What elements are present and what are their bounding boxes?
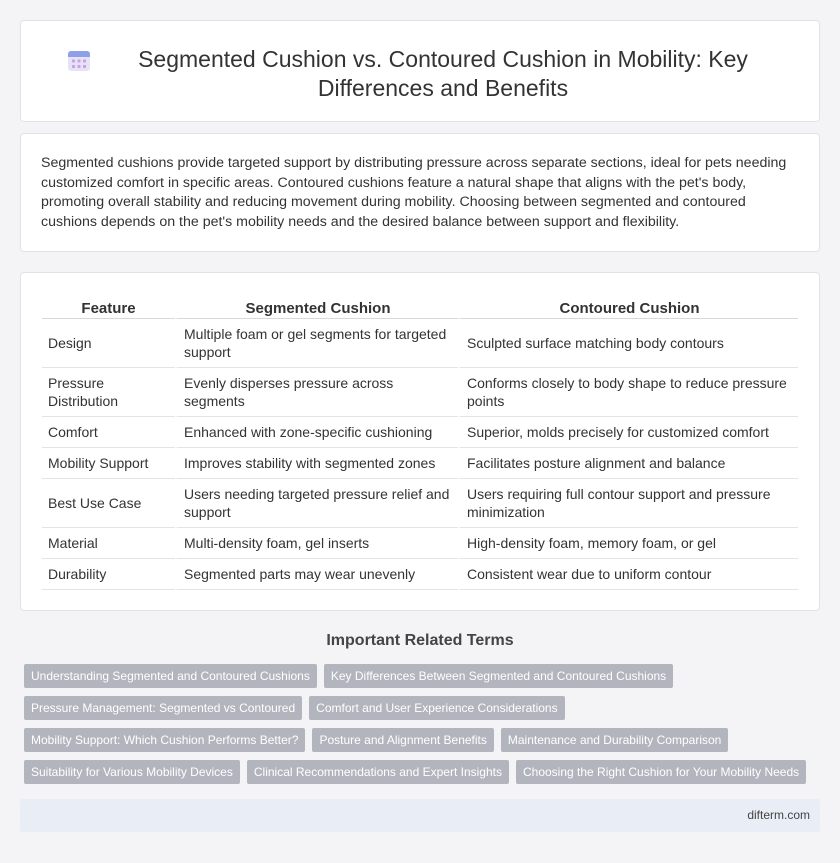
related-term-tag[interactable]: Maintenance and Durability Comparison <box>501 728 728 752</box>
column-header: Segmented Cushion <box>175 297 458 319</box>
comparison-table <box>42 297 798 590</box>
tag-row <box>24 760 824 784</box>
related-term-tag[interactable]: Comfort and User Experience Considerations <box>309 696 564 720</box>
table-cell: Durability <box>42 559 175 590</box>
table-cell: Superior, molds precisely for customized comfort <box>458 417 798 448</box>
table-cell: Comfort <box>42 417 175 448</box>
table-cell: Multi-density foam, gel inserts <box>175 528 458 559</box>
table-cell: Multiple foam or gel segments for targeted support <box>175 319 458 368</box>
related-term-tag[interactable]: Choosing the Right Cushion for Your Mobility Needs <box>516 760 806 784</box>
related-term-tag[interactable]: Mobility Support: Which Cushion Performs Better? <box>24 728 305 752</box>
table-row <box>42 448 798 479</box>
table-cell: Best Use Case <box>42 479 175 528</box>
related-terms-list <box>24 664 824 792</box>
footer <box>20 799 820 832</box>
table-row <box>42 528 798 559</box>
intro-paragraph: Segmented cushions provide targeted support by distributing pressure across separate sections, ideal for pets needing customized comfort in specific areas. Contoured cushions feature a natural shape that aligns with the pet's body, promoting overall stability and reducing movement during mobility. Choosing between segmented and contoured cushions depends on the pet's mobility needs and the desired balance between support and flexibility. <box>41 155 787 230</box>
tag-row <box>24 664 824 688</box>
header-card <box>20 20 820 122</box>
table-cell: Conforms closely to body shape to reduce pressure points <box>458 368 798 417</box>
table-cell: Design <box>42 319 175 368</box>
table-cell: Segmented parts may wear unevenly <box>175 559 458 590</box>
table-cell: Material <box>42 528 175 559</box>
table-cell: Evenly disperses pressure across segments <box>175 368 458 417</box>
related-term-tag[interactable]: Suitability for Various Mobility Devices <box>24 760 240 784</box>
table-header-row <box>42 297 798 319</box>
table-cell: Pressure Distribution <box>42 368 175 417</box>
table-row <box>42 417 798 448</box>
intro-card <box>20 133 820 252</box>
table-row <box>42 479 798 528</box>
table-cell: High-density foam, memory foam, or gel <box>458 528 798 559</box>
table-cell: Users needing targeted pressure relief and support <box>175 479 458 528</box>
related-term-tag[interactable]: Clinical Recommendations and Expert Insights <box>247 760 509 784</box>
table-row <box>42 559 798 590</box>
column-header: Contoured Cushion <box>458 297 798 319</box>
table-cell: Users requiring full contour support and pressure minimization <box>458 479 798 528</box>
page-title: Segmented Cushion vs. Contoured Cushion in Mobility: Key Differences and Benefits <box>138 46 748 101</box>
table-cell: Improves stability with segmented zones <box>175 448 458 479</box>
table-cell: Sculpted surface matching body contours <box>458 319 798 368</box>
related-term-tag[interactable]: Posture and Alignment Benefits <box>312 728 493 752</box>
column-header: Feature <box>42 297 175 319</box>
related-terms-title: Important Related Terms <box>326 632 514 649</box>
table-cell: Mobility Support <box>42 448 175 479</box>
tag-row <box>24 728 824 752</box>
tag-row <box>24 696 824 720</box>
related-term-tag[interactable]: Pressure Management: Segmented vs Contoured <box>24 696 302 720</box>
table-cell: Enhanced with zone-specific cushioning <box>175 417 458 448</box>
table-row <box>42 368 798 417</box>
comparison-table-card <box>20 272 820 611</box>
table-cell: Consistent wear due to uniform contour <box>458 559 798 590</box>
related-term-tag[interactable]: Key Differences Between Segmented and Contoured Cushions <box>324 664 673 688</box>
header <box>21 21 819 103</box>
related-term-tag[interactable]: Understanding Segmented and Contoured Cushions <box>24 664 317 688</box>
calendar-grid-icon <box>67 49 91 73</box>
table-row <box>42 319 798 368</box>
footer-site-link[interactable]: difterm.com <box>747 808 810 822</box>
table-cell: Facilitates posture alignment and balance <box>458 448 798 479</box>
